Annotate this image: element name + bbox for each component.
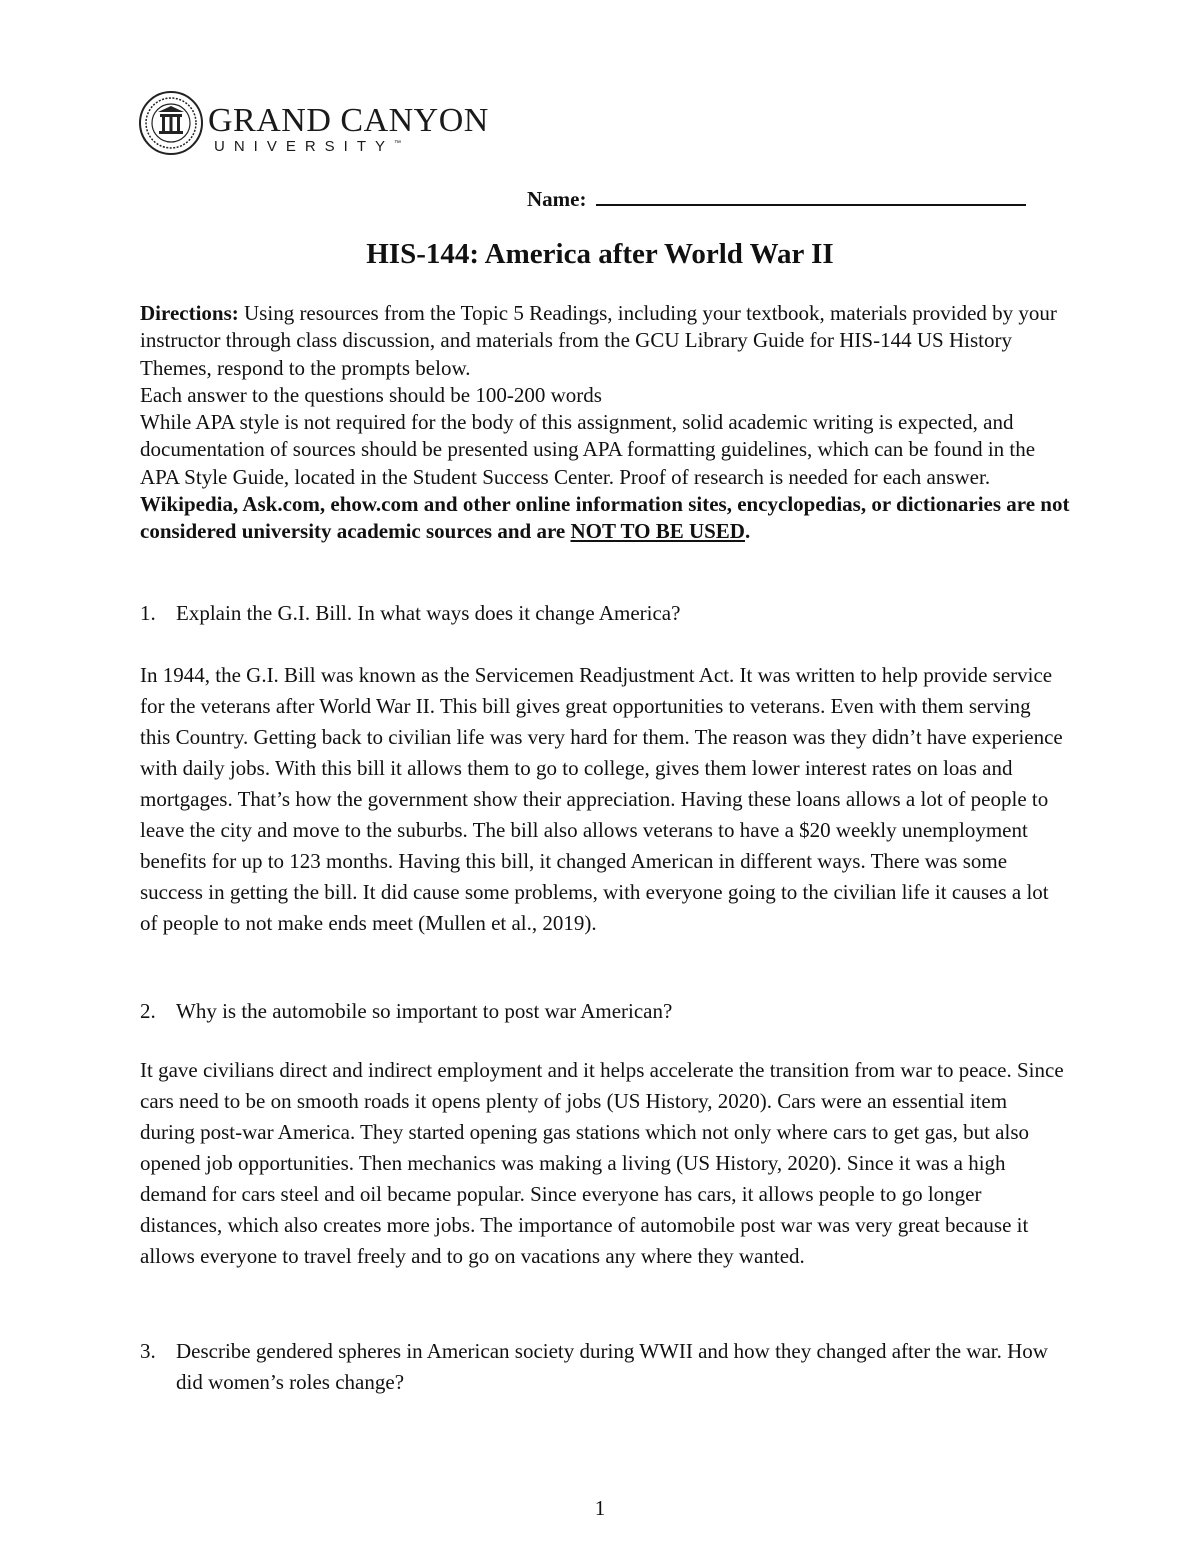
directions-label: Directions: xyxy=(140,301,239,325)
directions-text: Using resources from the Topic 5 Readings, including your textbook, materials provided by your instructor through class discussion, and materials from the GCU Library Guide for HIS-144 US History Themes, respond to the prompts below. xyxy=(140,301,1057,380)
question-text: Why is the automobile so important to post war American? xyxy=(176,999,673,1023)
university-logo xyxy=(138,86,489,160)
answer-1: In 1944, the G.I. Bill was known as the Servicemen Readjustment Act. It was written to help provide service for the veterans after World War II. This bill gives great opportunities to veterans. Even with them serving this Country. Getting back to civilian life was very hard for them. The reason was they didn’t have experience with daily jobs. With this bill it allows them to go to college, gives them lower interest rates on loas and mortgages. That’s how the government show their appreciation. Having these loans allows a lot of people to leave the city and move to the suburbs. The bill also allows veterans to have a $20 weekly unemployment benefits for up to 123 months. Having this bill, it changed American in different ways. There was some success in getting the bill. It did cause some problems, with everyone going to the civilian life it causes a lot of people to not make ends meet (Mullen et al., 2019). xyxy=(140,663,1063,935)
question-number: 2. xyxy=(140,999,156,1023)
directions-section xyxy=(140,300,1070,546)
question-number: 1. xyxy=(140,601,156,625)
question-2 xyxy=(140,996,1070,1027)
question-text: Describe gendered spheres in American society during WWII and how they changed after the war. How did women’s roles change? xyxy=(176,1339,1048,1394)
logo-wordmark: GRAND CANYON xyxy=(208,102,489,139)
name-label: Name: xyxy=(527,187,587,211)
not-to-be-used-emphasis: NOT TO BE USED xyxy=(570,519,745,544)
document-title: HIS-144: America after World War II xyxy=(366,238,834,270)
logo-subtitle: UNIVERSITY™ xyxy=(214,138,402,155)
page-number: 1 xyxy=(594,1496,606,1520)
question-number: 3. xyxy=(140,1339,156,1363)
question-text: Explain the G.I. Bill. In what ways does it change America? xyxy=(176,601,681,625)
word-count-requirement: Each answer to the questions should be 100-200 words xyxy=(140,382,602,407)
directions-paragraph xyxy=(140,300,1070,382)
apa-guidelines: While APA style is not required for the body of this assignment, solid academic writing is expected, and documentation of sources should be presented using APA formatting guidelines, which can be found in the APA Style Guide, located in the Student Success Center. Proof of research is needed for each answer. xyxy=(140,410,1036,489)
answer-2: It gave civilians direct and indirect employment and it helps accelerate the transition from war to peace. Since cars need to be on smooth roads it opens plenty of jobs (US History, 2020). Cars were an essential item during post-war America. They started opening gas stations which not only where cars to get gas, but also opened job opportunities. Then mechanics was making a living (US History, 2020). Since it was a high demand for cars steel and oil became popular. Since everyone has cars, it allows people to go longer distances, which also creates more jobs. The importance of automobile post war was very great because it allows everyone to travel freely and to go on vacations any where they wanted. xyxy=(140,1058,1064,1268)
university-seal-icon xyxy=(138,90,204,156)
question-3 xyxy=(140,1336,1070,1398)
question-1 xyxy=(140,598,1070,629)
name-field-row xyxy=(527,184,1026,212)
name-blank-line[interactable] xyxy=(596,184,1026,206)
sources-warning: Wikipedia, Ask.com, ehow.com and other online information sites, encyclopedias, or dictionaries are not considered university academic sources and are NOT TO BE USED. xyxy=(140,492,1070,544)
